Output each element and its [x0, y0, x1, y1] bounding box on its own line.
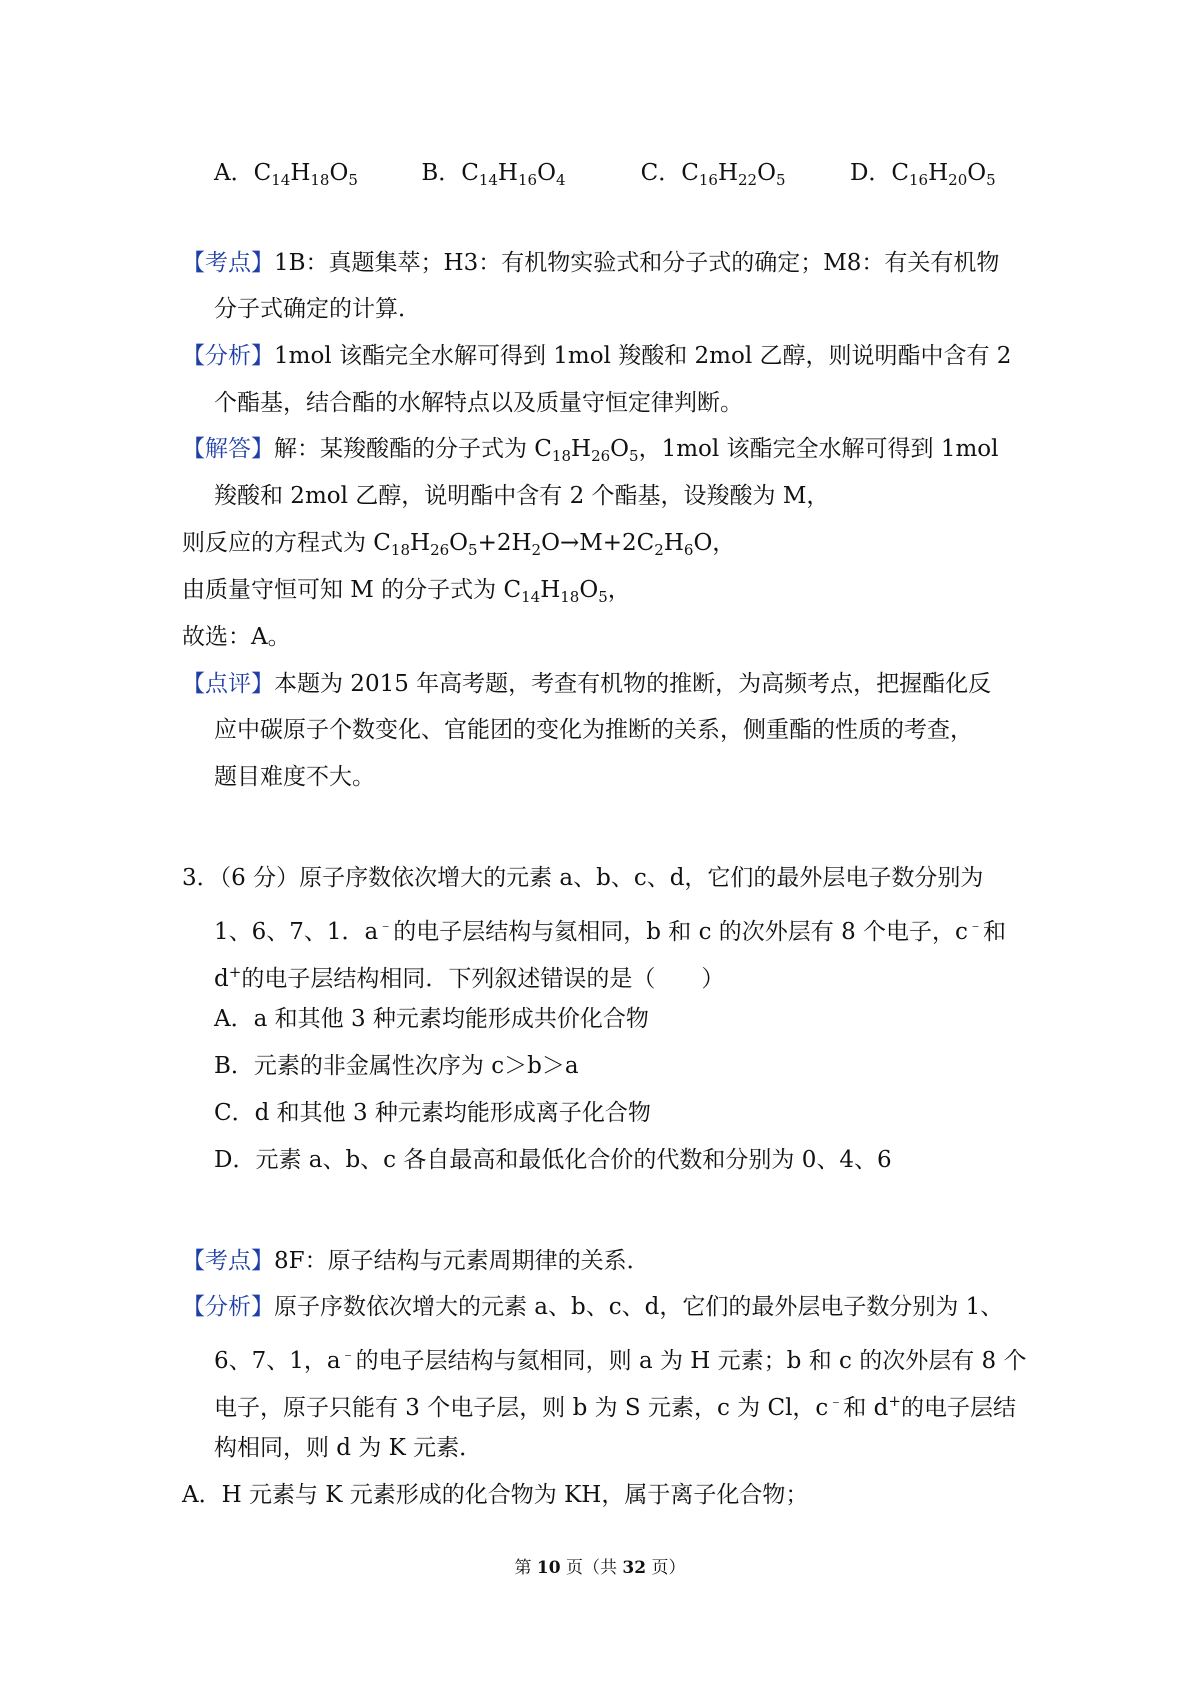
- subscript: 14: [271, 171, 291, 189]
- subscript: 5: [468, 541, 478, 559]
- fenxi-tag: 【分析】: [182, 1294, 274, 1320]
- q2-dianping-line2: 应中碳原子个数变化、官能团的变化为推断的关系，侧重酯的性质的考查，: [214, 717, 973, 743]
- subscript: 6: [683, 541, 694, 559]
- superscript: ﹣: [967, 916, 983, 934]
- q3-stem-line3: [214, 957, 724, 994]
- subscript: 5: [348, 171, 358, 189]
- stem-text: d: [214, 966, 229, 992]
- q2-dianping-line3: 题目难度不大。: [214, 764, 375, 790]
- q3-fenxi-line2: [214, 1339, 1026, 1376]
- superscript: +: [228, 963, 242, 981]
- mass-text: H: [540, 577, 561, 603]
- superscript: +: [888, 1392, 901, 1410]
- jieda-text: O: [610, 436, 630, 462]
- fenxi-text: 6、7、1，a: [214, 1348, 341, 1374]
- stem-text: 1、6、7、1．a: [214, 919, 379, 945]
- equation-text: O→M+2C: [541, 530, 655, 556]
- formula-part: H: [290, 160, 311, 186]
- q2-jieda-line2: 羧酸和 2mol 乙醇，说明酯中含有 2 个酯基，设羧酸为 M，: [214, 483, 830, 509]
- q3-analysis-a: A．H 元素与 K 元素形成的化合物为 KH，属于离子化合物；: [182, 1482, 809, 1508]
- subscript: 14: [478, 171, 498, 189]
- footer-text: 页）: [646, 1558, 686, 1578]
- subscript: 18: [310, 171, 330, 189]
- fenxi-text: 的电子层结构与氦相同，则 a 为 H 元素；b 和 c 的次外层有 8 个: [355, 1348, 1027, 1374]
- subscript: 16: [698, 171, 718, 189]
- superscript: ﹣: [340, 1345, 356, 1363]
- formula-part: O: [329, 160, 349, 186]
- formula-part: O: [757, 160, 776, 186]
- fenxi-text: 1mol 该酯完全水解可得到 1mol 羧酸和 2mol 乙醇，则说明酯中含有 2: [274, 343, 1012, 369]
- q2-answer: 故选：A。: [182, 624, 291, 650]
- subscript: 16: [517, 171, 538, 189]
- formula-part: H: [717, 160, 738, 186]
- q3-stem-line2: [214, 910, 1006, 947]
- page-total: 32: [622, 1558, 647, 1578]
- superscript: ﹣: [378, 916, 394, 934]
- q2-option-d: [850, 158, 996, 195]
- fenxi-text: 电子，原子只能有 3 个电子层，则 b 为 S 元素，c 为 Cl，c: [214, 1395, 829, 1421]
- subscript: 14: [521, 588, 541, 606]
- subscript: 18: [551, 447, 572, 465]
- q3-option-b: B．元素的非金属性次序为 c＞b＞a: [214, 1053, 579, 1079]
- equation-text: +2H: [477, 530, 532, 556]
- jieda-text: ，1mol 该酯完全水解可得到 1mol: [638, 436, 999, 462]
- formula-part: C: [461, 160, 479, 186]
- dianping-tag: 【点评】: [182, 671, 274, 697]
- mass-text: ，: [607, 577, 631, 603]
- subscript: 18: [390, 541, 411, 559]
- fenxi-text: 原子序数依次增大的元素 a、b、c、d，它们的最外层电子数分别为 1、: [274, 1294, 1004, 1320]
- q2-fenxi-line2: 个酯基，结合酯的水解特点以及质量守恒定律判断。: [214, 390, 743, 416]
- kaodian-text: 8F：原子结构与元素周期律的关系．: [274, 1248, 650, 1274]
- kaodian-tag: 【考点】: [182, 250, 274, 276]
- q2-kaodian-line1: [182, 248, 999, 278]
- q2-option-a: [214, 158, 414, 195]
- footer-text: 页（共: [560, 1558, 623, 1578]
- subscript: 4: [555, 171, 566, 189]
- equation-text: H: [663, 530, 684, 556]
- q2-option-c: [641, 158, 843, 195]
- stem-text: 的电子层结构相同．下列叙述错误的是（ ）: [241, 966, 725, 992]
- equation-text: 则反应的方程式为 C: [182, 530, 391, 556]
- q2-dianping-line1: [182, 669, 991, 699]
- q2-fenxi-line1: [182, 341, 1011, 371]
- equation-text: H: [410, 530, 431, 556]
- kaodian-text: 1B：真题集萃；H3：有机物实验式和分子式的确定；M8：有关有机物: [274, 250, 1000, 276]
- formula-part: H: [497, 160, 518, 186]
- q3-fenxi-line3: [214, 1386, 1016, 1423]
- option-label: B．: [421, 160, 462, 186]
- formula-part: C: [253, 160, 272, 186]
- kaodian-tag: 【考点】: [182, 1248, 274, 1274]
- mass-text: 由质量守恒可知 M 的分子式为 C: [182, 577, 522, 603]
- subscript: 26: [430, 541, 450, 559]
- q3-kaodian: [182, 1246, 650, 1276]
- formula-part: O: [537, 160, 556, 186]
- q3-fenxi-line1: [182, 1292, 1003, 1322]
- subscript: 5: [775, 171, 786, 189]
- equation-text: O，: [693, 530, 736, 556]
- formula-part: H: [928, 160, 949, 186]
- q3-option-d: D．元素 a、b、c 各自最高和最低化合价的代数和分别为 0、4、6: [214, 1147, 892, 1173]
- q2-kaodian-line2: 分子式确定的计算．: [214, 296, 421, 322]
- q2-options-row: [214, 158, 996, 195]
- jieda-text: 解：某羧酸酯的分子式为 C: [274, 436, 552, 462]
- subscript: 20: [948, 171, 968, 189]
- page-number: 10: [536, 1558, 561, 1578]
- stem-text: 和: [982, 919, 1006, 945]
- fenxi-tag: 【分析】: [182, 343, 274, 369]
- q3-option-c: C．d 和其他 3 种元素均能形成离子化合物: [214, 1100, 651, 1126]
- q3-option-a: A．a 和其他 3 种元素均能形成共价化合物: [214, 1006, 649, 1032]
- page-footer: [0, 1556, 1200, 1580]
- formula-part: C: [681, 160, 699, 186]
- q2-equation-line: [182, 528, 735, 565]
- subscript: 16: [909, 171, 929, 189]
- superscript: ﹣: [828, 1392, 844, 1410]
- dianping-text: 本题为 2015 年高考题，考查有机物的推断，为高频考点，把握酯化反: [274, 671, 992, 697]
- fenxi-text: 的电子层结: [900, 1395, 1016, 1421]
- subscript: 2: [531, 541, 542, 559]
- footer-text: 第: [514, 1558, 537, 1578]
- equation-text: O: [449, 530, 469, 556]
- formula-part: C: [891, 160, 909, 186]
- q2-mass-line: [182, 575, 631, 612]
- subscript: 5: [986, 171, 996, 189]
- option-label: C．: [640, 160, 682, 186]
- formula-part: O: [967, 160, 987, 186]
- subscript: 18: [560, 588, 580, 606]
- jieda-text: H: [571, 436, 592, 462]
- subscript: 5: [598, 588, 608, 606]
- subscript: 5: [629, 447, 639, 465]
- subscript: 22: [738, 171, 758, 189]
- q2-option-b: [421, 158, 633, 195]
- fenxi-text: 和 d: [843, 1395, 889, 1421]
- subscript: 2: [654, 541, 664, 559]
- subscript: 26: [591, 447, 611, 465]
- jieda-tag: 【解答】: [182, 436, 274, 462]
- q3-stem-line1: 3．（6 分）原子序数依次增大的元素 a、b、c、d，它们的最外层电子数分别为: [182, 865, 984, 891]
- q2-jieda-line1: [182, 434, 999, 471]
- option-label: A．: [214, 160, 254, 186]
- mass-text: O: [579, 577, 599, 603]
- stem-text: 的电子层结构与氦相同，b 和 c 的次外层有 8 个电子，c: [393, 919, 968, 945]
- q3-fenxi-line4: 构相同，则 d 为 K 元素．: [214, 1435, 483, 1461]
- option-label: D．: [849, 160, 892, 186]
